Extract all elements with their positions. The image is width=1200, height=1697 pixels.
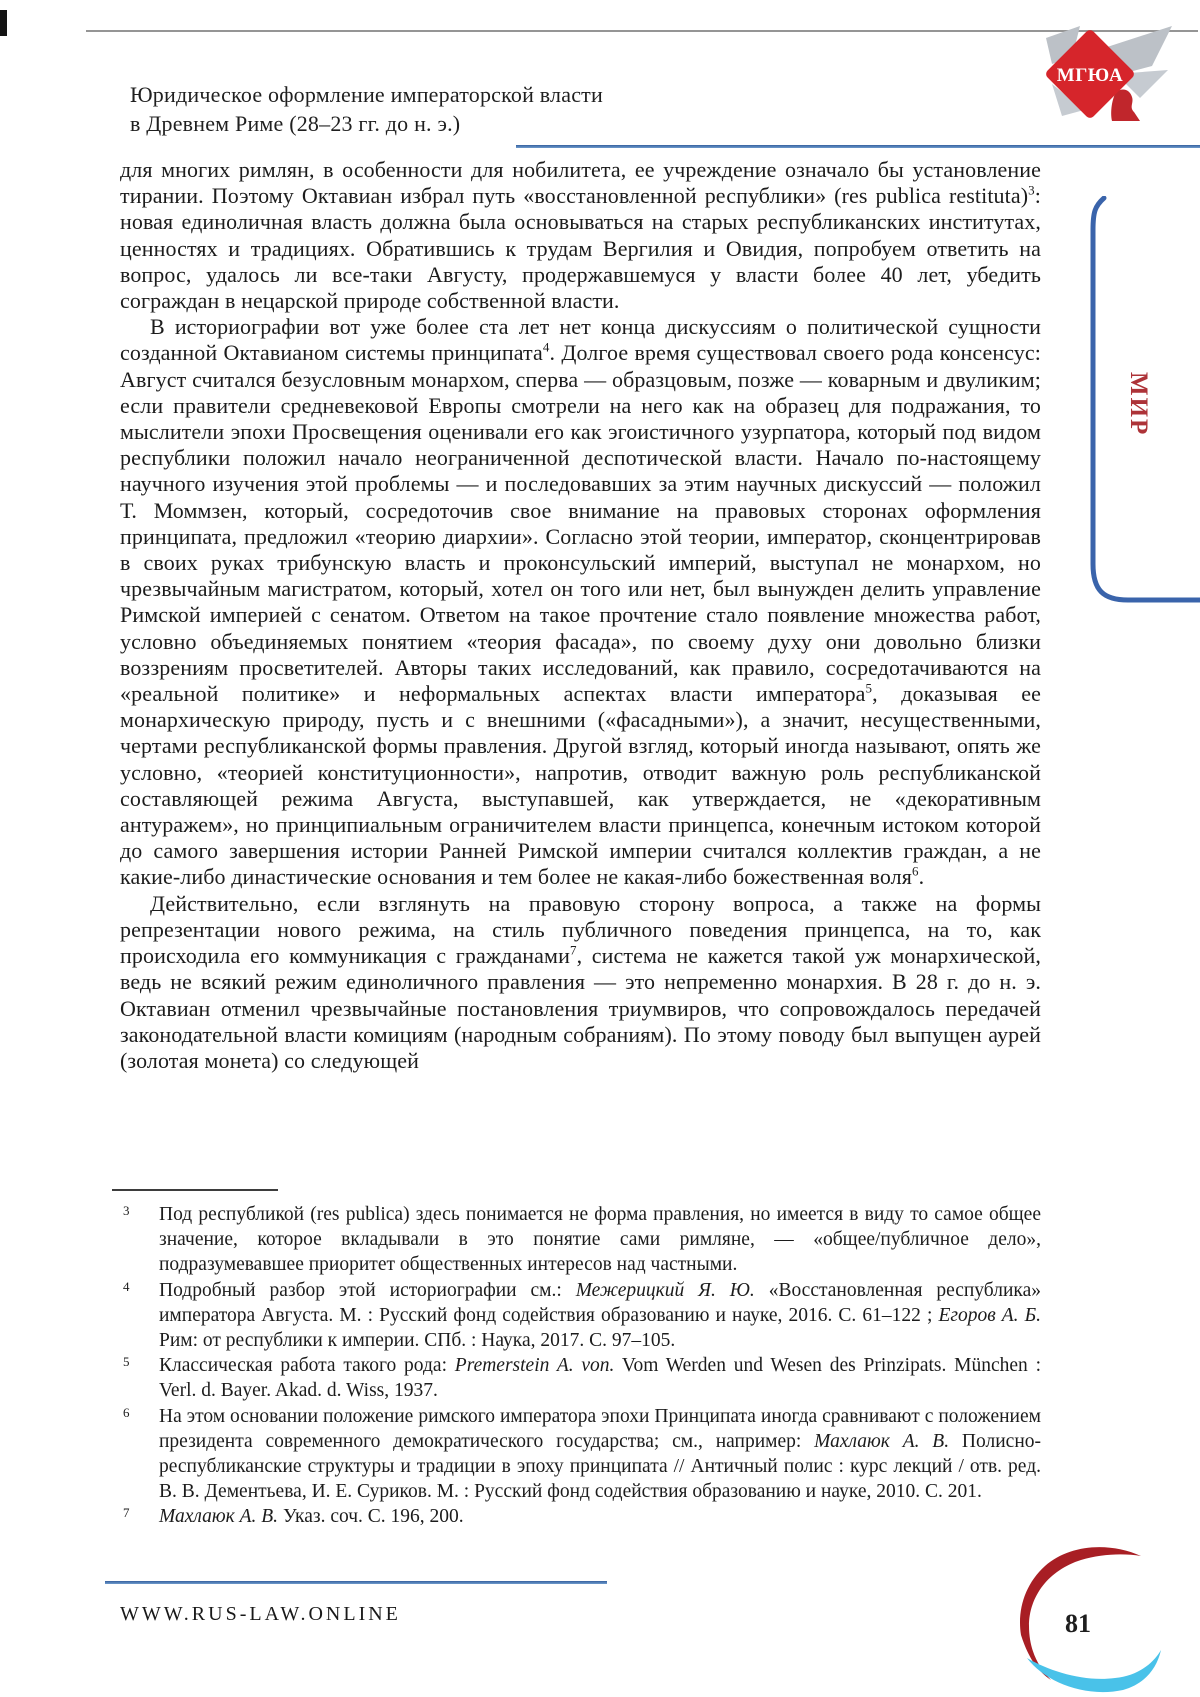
footnote bbox=[120, 1202, 1041, 1278]
footnote-text: Под республикой (res publica) здесь понимается не форма правления, но имеется в виду то самое общее значение, которое вкладывали в это понятие сами римляне, — «общее/публичное дело», подразумевавшее приоритет общественных интересов над частными. bbox=[159, 1204, 1041, 1276]
footnote-number: 7 bbox=[123, 1505, 130, 1521]
logo-label: МГЮА bbox=[1056, 65, 1124, 86]
footnote bbox=[120, 1504, 1041, 1529]
mgua-logo-icon bbox=[1018, 16, 1182, 134]
section-label-vertical: МИР bbox=[1125, 372, 1152, 437]
scan-corner-mark bbox=[0, 10, 7, 36]
footnote-text: Махлаюк А. В. Указ. соч. С. 196, 200. bbox=[159, 1506, 464, 1528]
italic-text: Межерицкий Я. Ю. bbox=[575, 1279, 755, 1301]
footnote bbox=[120, 1404, 1041, 1505]
site-url: WWW.RUS-LAW.ONLINE bbox=[120, 1603, 401, 1625]
paragraph: для многих римлян, в особенности для нобилитета, ее учреждение означало бы установление тирании. Поэтому Октавиан избрал путь «восстановленной республики» (res publica restituta)$^3$: новая единоличная власть должна была основываться на старых республиканских институтах, ценностях и традициях. Обратившись к трудам Вергилия и Овидия, попробуем ответить на вопрос, удалось ли все-таки Августу, продержавшемуся у власти более 40 лет, убедить сограждан в нецарской природе собственной власти. bbox=[120, 157, 1041, 314]
footnote-number: 3 bbox=[123, 1203, 130, 1218]
running-head-line1: Юридическое оформление императорской власти bbox=[130, 82, 603, 107]
footnote bbox=[120, 1278, 1041, 1354]
italic-text: Егоров А. Б. bbox=[938, 1304, 1042, 1326]
italic-text: Махлаюк А. В. bbox=[159, 1506, 279, 1528]
footnote-number: 4 bbox=[123, 1278, 130, 1294]
footnote-number: 5 bbox=[123, 1354, 130, 1370]
paragraph: В историографии вот уже более ста лет нет конца дискуссиям о политической сущности созданной Октавианом системы принципата$^4$. Долгое время существовал своего рода консенсус: Август считался безусловным монархом, сперва — образцовым, позже — коварным и двуликим; если правители средневековой Европы смотрели на него как на образец для подражания, то мыслители эпохи Просвещения оценивали его как эгоистичного узурпатора, который под видом республики положил начало неограниченной деспотической власти. Начало по-настоящему научного изучения этой проблемы — и последовавших за этим научных дискуссий — положил Т. Моммзен, который, сосредоточив свое внимание на правовых сторонах оформления принципата, предложил «теорию диархии». Согласно этой теории, император, сконцентрировав в своих руках трибунскую власть и проконсульский империй, выступал не монархом, но чрезвычайным магистратом, который, хотел он того или нет, был вынужден делить управление Римской империей с сенатом. Ответом на такое прочтение стало появление множества работ, условно объединяемых понятием «теория фасада», по своему духу они довольно близки воззрениям просветителей. Авторы таких исследований, как правило, сосредотачиваются на «реальной политике» и неформальных аспектах власти императора$^5$, доказывая ее монархическую природу, пусть и с внешними («фасадными»), а значит, несущественными, чертами республиканской формы правления. Другой взгляд, который иногда называют, опять же условно, «теорией конституционности», напротив, отводит важную роль республиканской составляющей режима Августа, выступавшей, как утверждается, не «декоративным антуражем», но принципиальным ограничителем власти принцепса, конечным истоком которой до самого завершения истории Ранней Римской империи считался коллектив граждан, а не какие-либо династические основания и тем более не какая-либо божественная воля$^6$. bbox=[120, 314, 1041, 890]
footnote-separator bbox=[112, 1189, 278, 1191]
footnote bbox=[120, 1353, 1041, 1403]
footnote-text: Классическая работа такого рода: Premerstein A. von. Vom Werden und Wesen des Prinzipats. München : Verl. d. Bayer. Akad. d. Wiss, 1937. bbox=[159, 1355, 1042, 1402]
footnote-text: На этом основании положение римского императора эпохи Принципата иногда сравнивают с положением президента современного демократического государства; см., например: Махлаюк А. В. Полисно-республиканские структуры и традиции в эпоху принципата // Античный полис : курс лекций / отв. ред. В. В. Дементьева, И. Е. Суриков. М. : Русский фонд содействия образованию и науке, 2010. С. 201. bbox=[159, 1405, 1041, 1503]
footnote-ref: 4 bbox=[542, 340, 550, 356]
footer-rule bbox=[105, 1581, 607, 1584]
footnotes-list bbox=[120, 1202, 1041, 1530]
footnote-text: Подробный разбор этой историографии см.: Межерицкий Я. Ю. «Восстановленная республика» императора Августа. М. : Русский фонд содействия образованию и науке, 2016. С. 61–122 ; Егоров А. Б. Рим: от республики к империи. СПб. : Наука, 2017. С. 97–105. bbox=[159, 1279, 1042, 1352]
paragraph: Действительно, если взглянуть на правовую сторону вопроса, а также на формы репрезентации нового режима, на стиль публичного поведения принцепса, на то, как происходила его коммуникация с гражданами$^7$, система не кажется такой уж монархической, ведь не всякий режим единоличного правления — это непременно монархия. В 28 г. до н. э. Октавиан отменил чрезвычайные постановления триумвиров, что сопровождалось передачей законодательной власти комициям (народным собраниям). По этому поводу был выпущен аурей (золотая монета) со следующей bbox=[120, 890, 1042, 1073]
footnote-ref: 3 bbox=[1028, 182, 1035, 198]
footnote-ref: 6 bbox=[911, 864, 919, 880]
footnote-number: 6 bbox=[123, 1404, 130, 1420]
page-number: 81 bbox=[1065, 1609, 1091, 1638]
footnote-ref: 5 bbox=[865, 680, 873, 696]
italic-text: Premerstein A. von. bbox=[454, 1355, 615, 1377]
body-text bbox=[120, 157, 1041, 1074]
swoosh-blue-icon bbox=[1027, 1650, 1161, 1692]
italic-text: Махлаюк А. В. bbox=[814, 1430, 950, 1452]
page-number-badge bbox=[1015, 1540, 1200, 1697]
header-rule bbox=[516, 145, 1200, 148]
running-head bbox=[130, 80, 770, 138]
footnote-ref: 7 bbox=[569, 942, 577, 958]
running-head-line2: в Древнем Риме (28–23 гг. до н. э.) bbox=[130, 111, 461, 136]
